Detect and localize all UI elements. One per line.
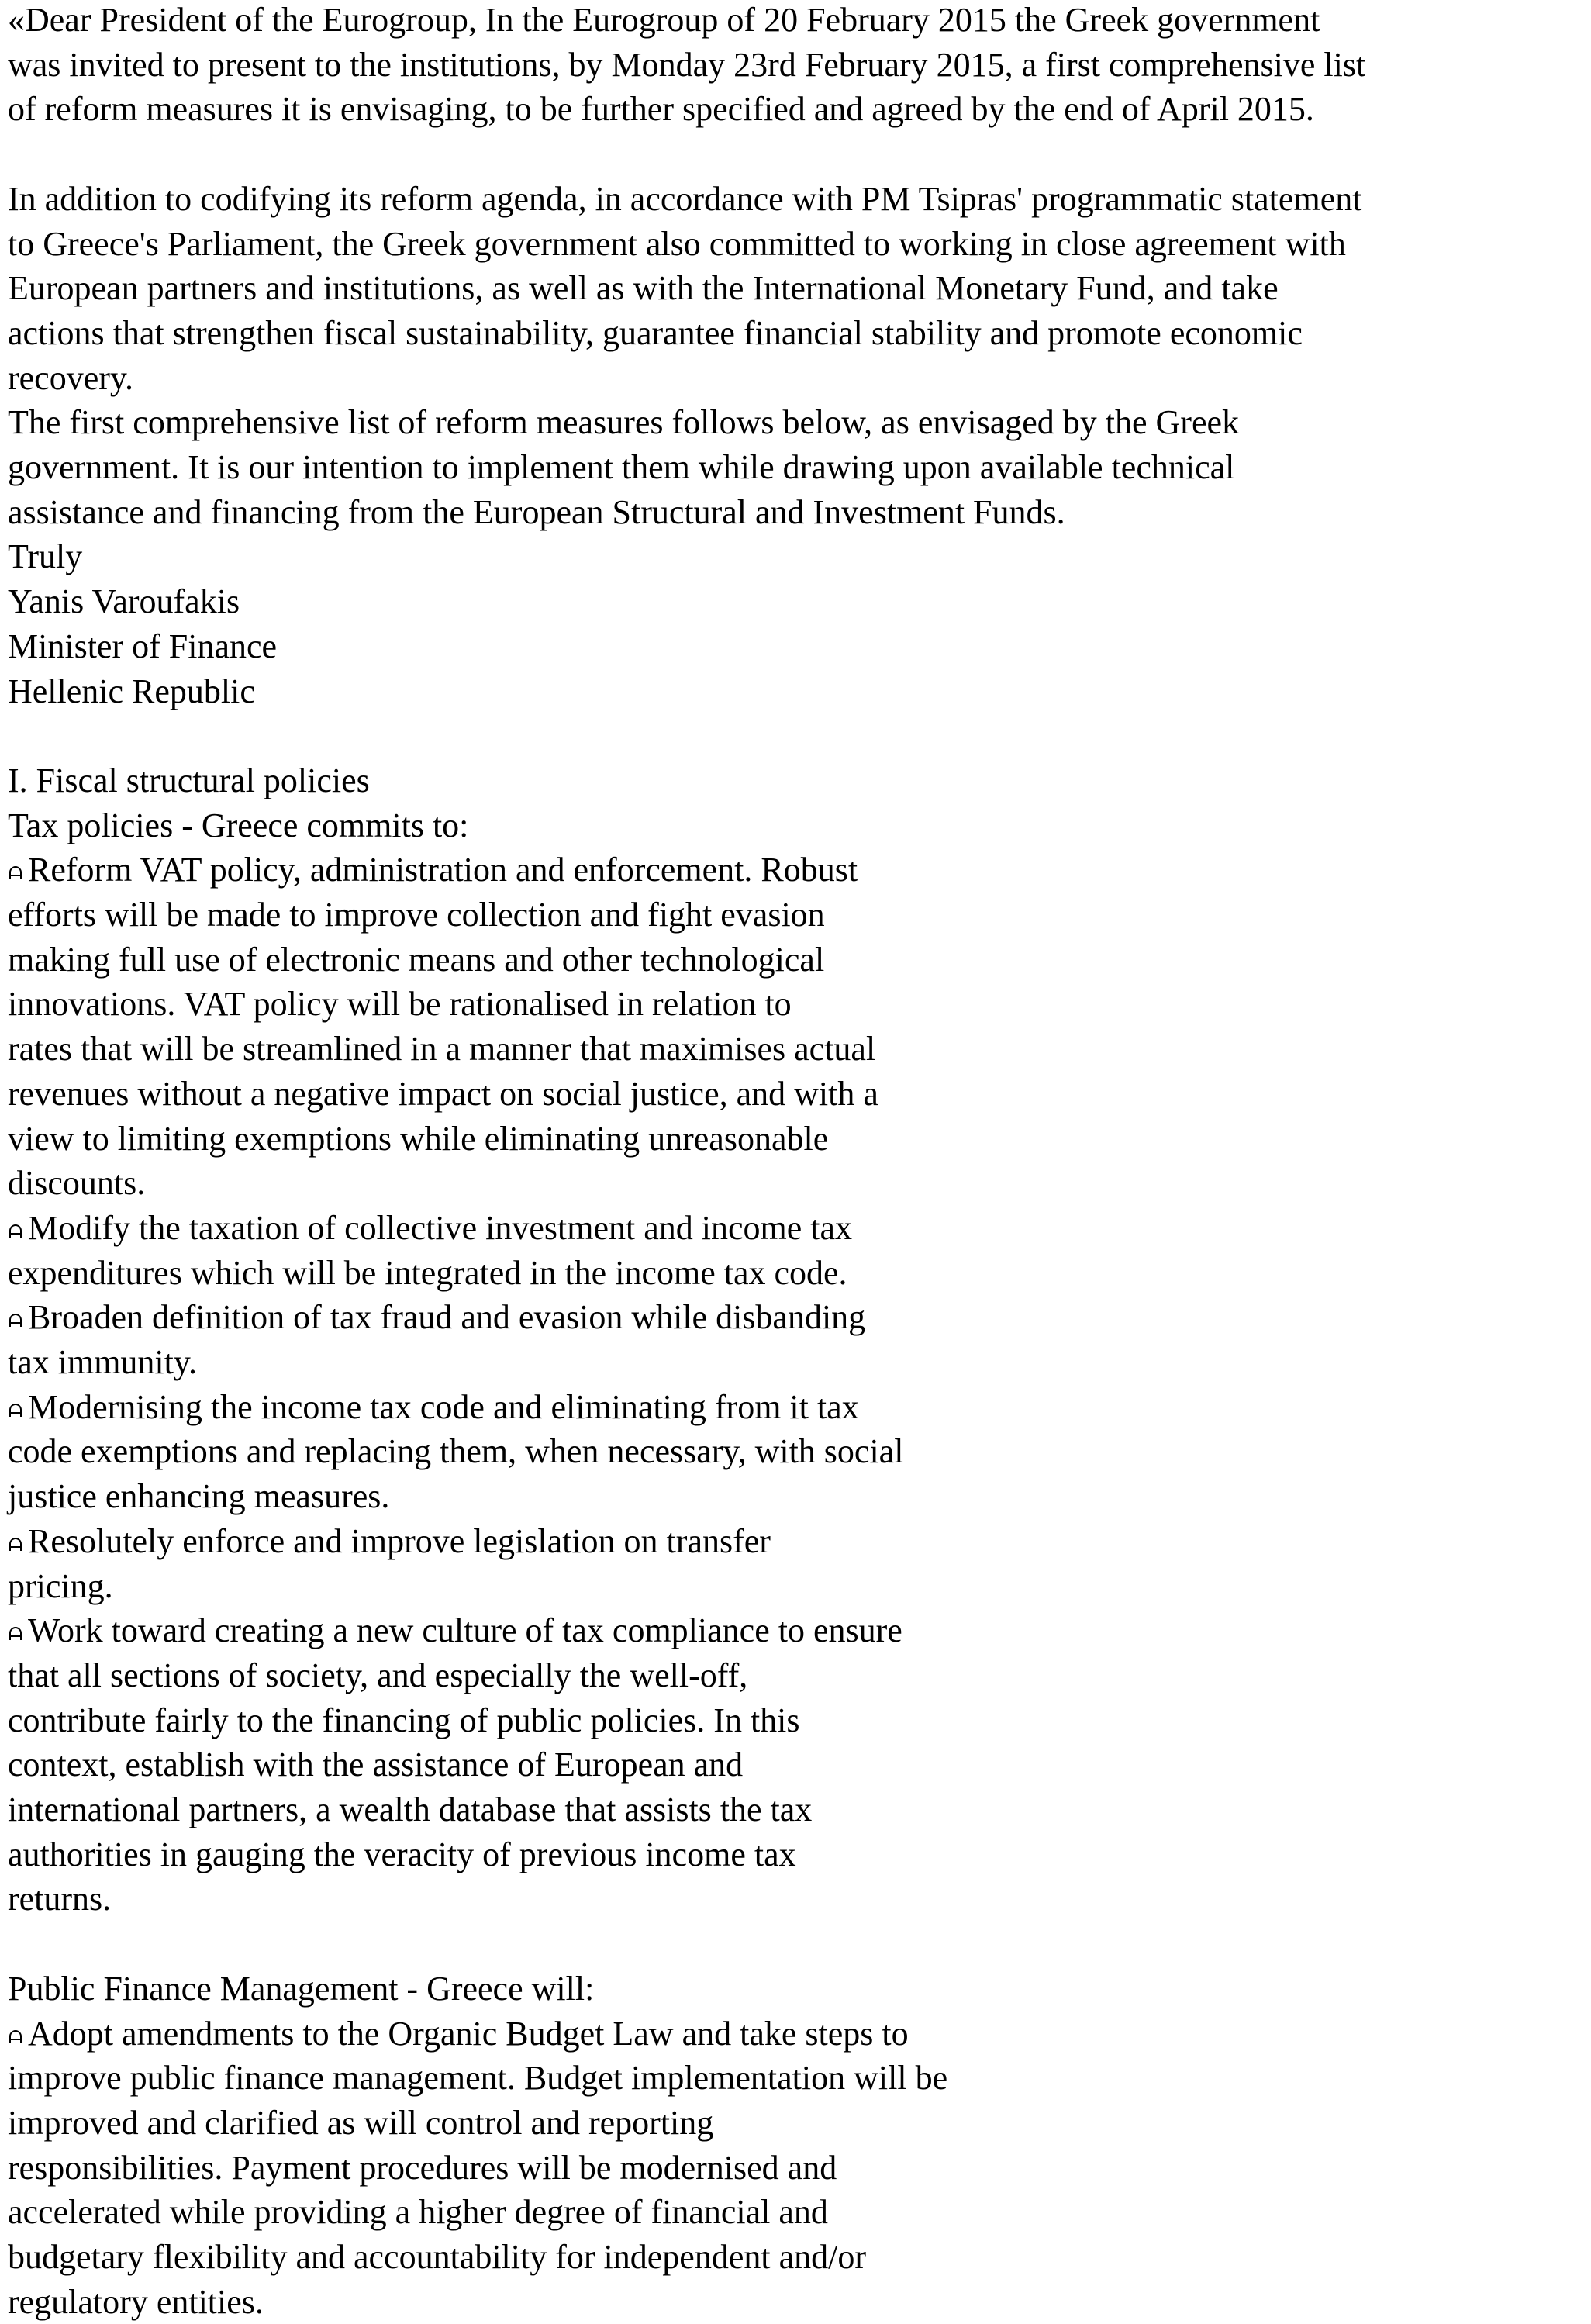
text-line — [8, 1967, 594, 2011]
bullet-item-line — [8, 1519, 771, 1564]
line-text: Minister of Finance — [8, 627, 278, 665]
line-text: Truly — [8, 537, 83, 576]
bullet-glyph-icon — [8, 1624, 23, 1642]
line-text: discounts. — [8, 1164, 146, 1203]
text-line — [8, 177, 1361, 222]
text-line — [8, 1429, 903, 1474]
text-line — [8, 982, 792, 1027]
line-text: international partners, a wealth database that assists the tax — [8, 1790, 813, 1828]
line-text: rates that will be streamlined in a manner that maximises actual — [8, 1030, 876, 1069]
line-text: assistance and financing from the European Structural and Investment Funds. — [8, 492, 1065, 531]
text-line — [8, 669, 255, 714]
bullet-item-line — [8, 1608, 902, 1653]
line-text: expenditures which will be integrated in the income tax code. — [8, 1253, 847, 1292]
text-line — [8, 1251, 847, 1296]
line-text: responsibilities. Payment procedures will be modernised and — [8, 2148, 837, 2187]
text-line — [8, 534, 82, 579]
line-text: In addition to codifying its reform agenda, in accordance with PM Tsipras' programmatic statement — [8, 179, 1362, 218]
line-text: view to limiting exemptions while eliminating unreasonable — [8, 1119, 829, 1158]
line-text: accelerated while providing a higher degree of financial and — [8, 2193, 828, 2232]
text-line — [8, 579, 240, 624]
line-text: recovery. — [8, 358, 134, 397]
line-text: to Greece's Parliament, the Greek government also committed to working in close agreement with — [8, 224, 1346, 263]
bullet-glyph-icon — [8, 863, 23, 882]
text-line — [8, 0, 1320, 43]
bullet-item-line — [8, 848, 858, 893]
line-text: Reform VAT policy, administration and enforcement. Robust — [28, 851, 858, 889]
line-text: Public Finance Management - Greece will: — [8, 1969, 595, 2008]
line-text: «Dear President of the Eurogroup, In the Eurogroup of 20 February 2015 the Greek government — [8, 1, 1320, 39]
text-line — [8, 1564, 113, 1609]
line-text: improved and clarified as will control and reporting — [8, 2103, 714, 2142]
text-line — [8, 87, 1314, 132]
text-line — [8, 1117, 828, 1162]
text-line — [8, 356, 133, 401]
line-text: context, establish with the assistance of European and — [8, 1746, 744, 1784]
text-line — [8, 624, 277, 669]
text-line — [8, 1474, 389, 1519]
line-text: efforts will be made to improve collection and fight evasion — [8, 896, 825, 934]
line-text: of reform measures it is envisaging, to be further specified and agreed by the end of April 2015. — [8, 90, 1314, 129]
text-line — [8, 266, 1279, 311]
text-line — [8, 1027, 875, 1072]
text-line — [8, 1653, 747, 1698]
bullet-item-line — [8, 1206, 852, 1251]
line-text: Work toward creating a new culture of tax compliance to ensure — [28, 1611, 902, 1650]
text-line — [8, 2280, 264, 2324]
text-line — [8, 490, 1065, 535]
text-line — [8, 2235, 866, 2280]
text-line — [8, 445, 1234, 490]
text-line — [8, 2056, 947, 2101]
line-text: returns. — [8, 1880, 112, 1918]
line-text: Hellenic Republic — [8, 672, 255, 710]
text-line — [8, 938, 824, 982]
bullet-glyph-icon — [8, 2027, 23, 2046]
line-text: Broaden definition of tax fraud and evasion while disbanding — [28, 1298, 866, 1337]
text-line — [8, 2101, 713, 2146]
line-text: I. Fiscal structural policies — [8, 761, 370, 799]
line-text: Modify the taxation of collective investment and income tax — [28, 1208, 853, 1247]
line-text: government. It is our intention to implement them while drawing upon available technical — [8, 448, 1235, 486]
text-line — [8, 758, 370, 803]
line-text: justice enhancing measures. — [8, 1477, 390, 1516]
text-line — [8, 893, 825, 938]
text-line — [8, 1742, 743, 1787]
text-line — [8, 43, 1365, 88]
line-text: innovations. VAT policy will be rationalised in relation to — [8, 985, 792, 1024]
text-line — [8, 1698, 800, 1743]
text-line — [8, 1877, 111, 1922]
line-text: Adopt amendments to the Organic Budget Law and take steps to — [28, 2014, 909, 2053]
bullet-glyph-icon — [8, 1221, 23, 1240]
text-line — [8, 311, 1303, 356]
line-text: pricing. — [8, 1566, 113, 1605]
line-text: regulatory entities. — [8, 2282, 264, 2321]
line-text: Yanis Varoufakis — [8, 582, 240, 621]
bullet-glyph-icon — [8, 1535, 23, 1553]
bullet-glyph-icon — [8, 1310, 23, 1329]
line-text: revenues without a negative impact on social justice, and with a — [8, 1074, 878, 1113]
line-text: European partners and institutions, as well as with the International Monetary Fund, and take — [8, 269, 1279, 308]
text-line — [8, 1072, 878, 1117]
line-text: improve public finance management. Budget implementation will be — [8, 2059, 948, 2098]
line-text: Resolutely enforce and improve legislation on transfer — [28, 1521, 771, 1560]
line-text: actions that strengthen fiscal sustainability, guarantee financial stability and promote economic — [8, 313, 1303, 352]
line-text: Modernising the income tax code and eliminating from it tax — [28, 1387, 859, 1426]
text-line — [8, 1161, 145, 1206]
line-text: was invited to present to the institutions, by Monday 23rd February 2015, a first comprehensive list — [8, 45, 1366, 84]
text-line — [8, 222, 1346, 267]
bullet-item-line — [8, 1295, 865, 1340]
text-line — [8, 1832, 796, 1877]
bullet-glyph-icon — [8, 1400, 23, 1419]
text-line — [8, 1340, 197, 1385]
bullet-item-line — [8, 2011, 909, 2056]
text-line — [8, 1787, 812, 1832]
line-text: budgetary flexibility and accountability for independent and/or — [8, 2238, 866, 2276]
text-line — [8, 803, 468, 848]
line-text: tax immunity. — [8, 1343, 198, 1381]
line-text: that all sections of society, and especially the well-off, — [8, 1656, 748, 1694]
line-text: The first comprehensive list of reform measures follows below, as envisaged by the Greek — [8, 403, 1239, 442]
text-line — [8, 400, 1239, 445]
line-text: authorities in gauging the veracity of previous income tax — [8, 1835, 796, 1873]
line-text: code exemptions and replacing them, when necessary, with social — [8, 1432, 904, 1471]
line-text: Tax policies - Greece commits to: — [8, 806, 469, 844]
text-line — [8, 2190, 828, 2235]
line-text: making full use of electronic means and other technological — [8, 940, 825, 979]
bullet-item-line — [8, 1385, 859, 1430]
text-line — [8, 2146, 837, 2191]
line-text: contribute fairly to the financing of public policies. In this — [8, 1701, 800, 1739]
